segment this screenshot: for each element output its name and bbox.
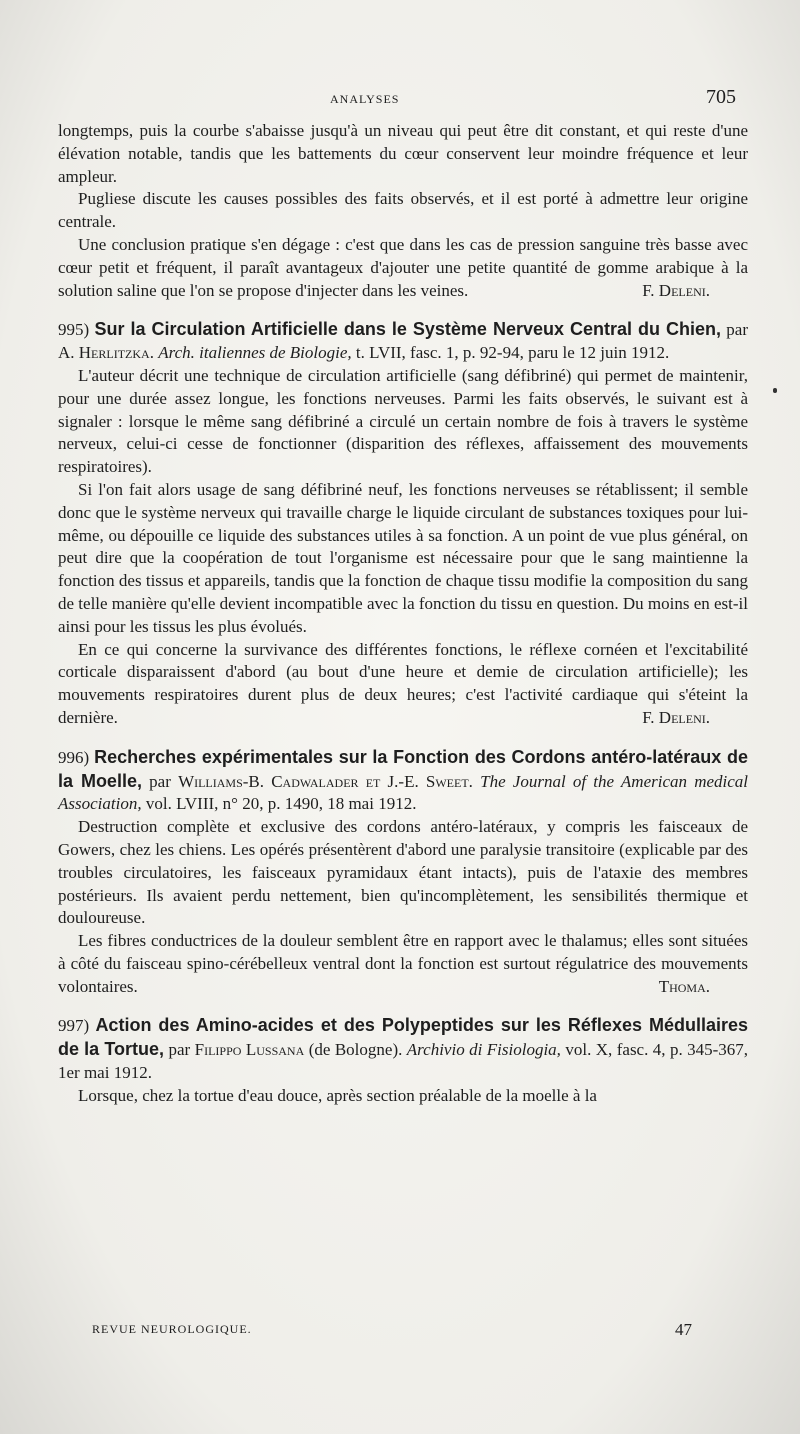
entry-details: vol. X, fasc. 4, p. 345-367, 1er mai 1912. [58, 1040, 749, 1083]
entry-title: Action des Amino-acides et des Polypeptides sur les Réflexes Médullaires de la Tortue, [58, 1015, 749, 1060]
continuation-block [58, 120, 748, 302]
page-footer [92, 1322, 712, 1344]
entry-source: Arch. italiennes de Biologie, [158, 343, 352, 363]
paragraph: En ce qui concerne la survivance des différentes fonctions, le réflexe cornéen et l'excitabilité corticale disparaissent d'abord (au bout d'une heure et demie de circulation artificielle); les mouvements respiratoires durent plus de deux heures; c'est l'activité cardiaque qui s'éteint la dernière. F. Deleni. [58, 639, 748, 730]
entry-heading: 996) Recherches expérimentales sur la Fonction des Cordons antéro-latéraux de la Moelle, par Williams-B. Cadwalader et J.-E. Sweet. The Journal of the American medical Association, vol. LVIII, n° 20, p. 1490, 18 mai 1912. [58, 746, 749, 814]
signature: F. Deleni. [642, 707, 710, 727]
entry-author: A. Herlitzka. [58, 343, 154, 363]
entry-title: Recherches expérimentales sur la Fonction des Cordons antéro-latéraux de la Moelle, [58, 746, 749, 791]
footer-sheet-number: 47 [675, 1320, 692, 1339]
entry-details: vol. LVIII, n° 20, p. 1490, 18 mai 1912. [145, 794, 417, 814]
entry-number: 995) [58, 320, 90, 340]
page-number: 705 [706, 86, 736, 108]
entry-source: The Journal of the American medical Association, [58, 771, 749, 814]
entry-author: Filippo Lussana [194, 1040, 305, 1060]
paragraph: Une conclusion pratique s'en dégage : c'est que dans les cas de pression sanguine très basse avec cœur petit et fréquent, il paraît avantageux d'ajouter une petite quantité de gomme arabique à la solution saline que l'on se propose d'injecter dans les veines. F. Deleni. [58, 234, 748, 302]
text-column [58, 120, 748, 1108]
entry-author: Williams-B. Cadwalader et J.-E. Sweet. [178, 771, 473, 791]
paragraph: Les fibres conductrices de la douleur semblent être en rapport avec le thalamus; elles sont situées à côté du faisceau spino-cérébelleux ventral dont la fonction est surtout régulatrice des mouvements volontaires. Thoma. [58, 930, 748, 998]
paragraph: L'auteur décrit une technique de circulation artificielle (sang défibriné) qui permet de maintenir, pour une durée assez longue, les fonctions nerveuses. Parmi les faits observés, le suivant est à signaler : lorsque le même sang défibriné a circulé un certain nombre de fois à travers le système nerveux, celui-ci cesse de fonctionner (disparition des réflexes, affaissement des mouvements respiratoires). [58, 365, 748, 477]
entry-title: Sur la Circulation Artificielle dans le Système Nerveux Central du Chien, [94, 319, 722, 340]
paragraph: Destruction complète et exclusive des cordons antéro-latéraux, y compris les faisceaux de Gowers, chez les chiens. Les opérés présentèrent d'abord une paralysie transitoire (explicable par des troubles circulatoires, les faisceaux pyramidaux étant intacts), puis de l'ataxie des membres postérieurs. Ils avaient perdu nettement, bien qu'incomplètement, les sensibilités thermique et douloureuse. [58, 817, 748, 928]
running-head-title: ANALYSES [330, 92, 400, 106]
entry-details: t. LVII, fasc. 1, p. 92-94, paru le 12 juin 1912. [355, 343, 670, 363]
entry-affiliation: (de Bologne). [308, 1040, 403, 1060]
entry-heading: 997) Action des Amino-acides et des Polypeptides sur les Réflexes Médullaires de la Tortue, par Filippo Lussana (de Bologne). Archivio di Fisiologia, vol. X, fasc. 4, p. 345-367, 1er mai 1912. [58, 1015, 749, 1083]
signature: F. Deleni. [642, 280, 710, 300]
paragraph: Lorsque, chez la tortue d'eau douce, après section préalable de la moelle à la [78, 1085, 597, 1105]
entry-number: 997) [58, 1016, 90, 1036]
abstract-entry-996 [58, 746, 748, 999]
paragraph: longtemps, puis la courbe s'abaisse jusqu'à un niveau qui peut être dit constant, et qui reste d'une élévation notable, tandis que les battements du cœur conservent leur moindre fréquence et leur ampleur. [58, 121, 748, 186]
entry-source: Archivio di Fisiologia, [406, 1040, 561, 1060]
entry-number: 996) [58, 747, 90, 767]
running-head [0, 86, 800, 110]
paragraph: Pugliese discute les causes possibles des faits observés, et il est porté à admettre leur origine centrale. [58, 189, 748, 232]
abstract-entry-997 [58, 1014, 748, 1107]
margin-mark [773, 388, 777, 393]
paragraph: Si l'on fait alors usage de sang défibriné neuf, les fonctions nerveuses se rétablissent; il semble donc que le système nerveux qui travaille charge le liquide circulant de substances toxiques pour lui-même, ou dépouille ce liquide des substances utiles à sa fonction. A un point de vue plus général, on peut dire que la coopération de tout l'organisme est nécessaire pour que le sang maintienne la fonction des tissus et appareils, tandis que la fonction de chaque tissu modifie la composition du sang de telle manière qu'elle devient incompatible avec la fonction du tissu en question. Du moins en est-il ainsi pour les tissus les plus évolués. [58, 479, 748, 636]
entry-heading: 995) Sur la Circulation Artificielle dans le Système Nerveux Central du Chien, par A. Herlitzka. Arch. italiennes de Biologie, t. LVII, fasc. 1, p. 92-94, paru le 12 juin 1912. [58, 319, 749, 363]
abstract-entry-995 [58, 318, 748, 729]
signature: Thoma. [658, 976, 710, 996]
footer-journal: REVUE NEUROLOGIQUE. [92, 1322, 252, 1336]
